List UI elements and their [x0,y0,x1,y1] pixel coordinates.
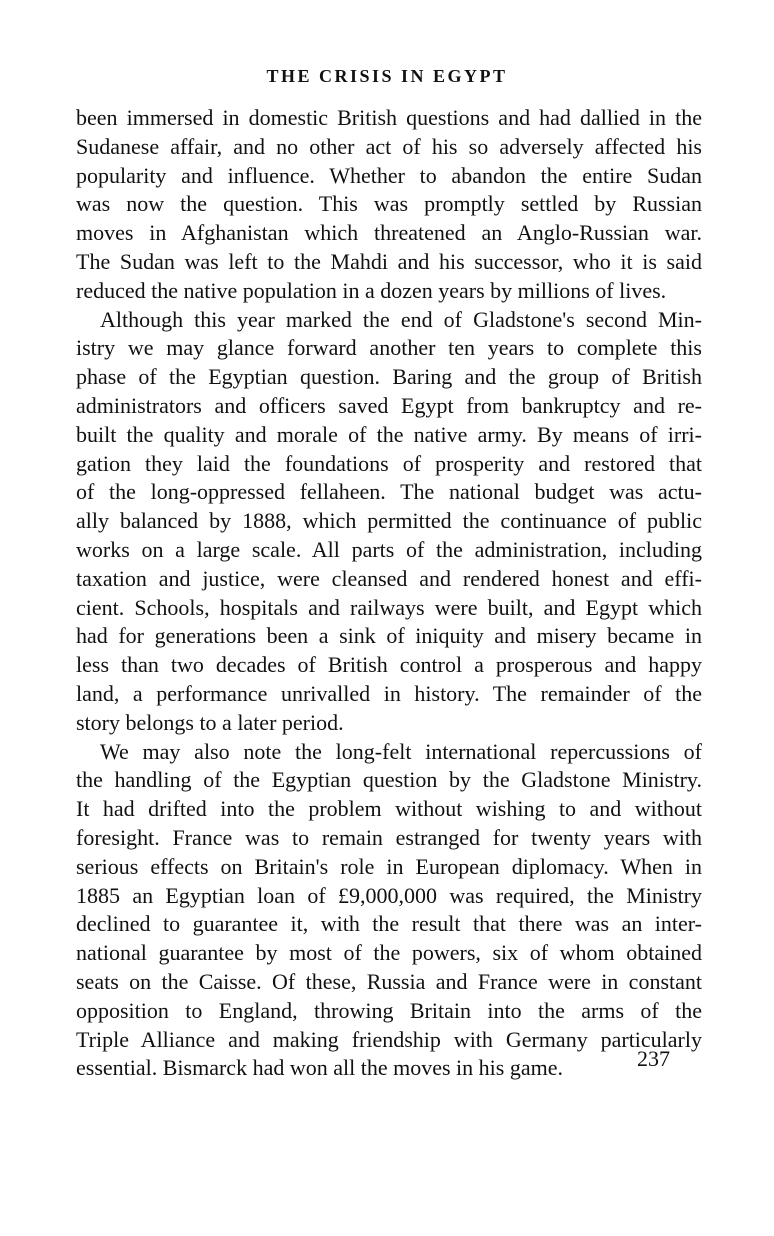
text-line: Sudanese affair, and no other act of his so adversely affected his [76,133,702,159]
text-line: works on a large scale. All parts of the administration, including [76,536,702,562]
paragraph [76,104,702,306]
text-line: popularity and influence. Whether to abandon the entire Sudan [76,162,702,188]
text-line: declined to guarantee it, with the result that there was an inter- [76,911,702,937]
body-text [76,104,702,1083]
text-line: land, a performance unrivalled in history. The remainder of the [76,680,702,706]
paragraph [76,306,702,738]
text-line: the handling of the Egyptian question by the Gladstone Ministry. [76,767,702,793]
running-head: THE CRISIS IN EGYPT [266,66,508,86]
text-line: istry we may glance forward another ten years to complete this [76,335,702,361]
text-line: story belongs to a later period. [76,709,344,735]
text-line: administrators and officers saved Egypt from bankruptcy and re- [76,392,702,418]
text-line: The Sudan was left to the Mahdi and his successor, who it is said [76,248,702,274]
text-line: It had drifted into the problem without wishing to and without [76,796,702,822]
text-line: of the long-oppressed fellaheen. The national budget was actu- [76,479,702,505]
text-line: was now the question. This was promptly settled by Russian [76,191,702,217]
text-line: seats on the Caisse. Of these, Russia and France were in constant [76,968,702,994]
text-line: phase of the Egyptian question. Baring and the group of British [76,364,702,390]
text-line: taxation and justice, were cleansed and rendered honest and effi- [76,565,702,591]
text-line: built the quality and morale of the native army. By means of irri- [76,421,702,447]
text-line: essential. Bismarck had won all the moves in his game. [76,1055,563,1081]
text-line: had for generations been a sink of iniquity and misery became in [76,623,702,649]
text-line: Triple Alliance and making friendship with Germany particularly [76,1026,702,1052]
text-line: serious effects on Britain's role in European diplomacy. When in [76,853,702,879]
text-line: opposition to England, throwing Britain into the arms of the [76,997,702,1023]
text-line: gation they laid the foundations of prosperity and restored that [76,450,702,476]
text-line: been immersed in domestic British questions and had dallied in the [76,105,702,130]
paragraph [76,738,702,1084]
text-line: We may also note the long-felt international repercussions of [100,738,702,764]
text-line: ally balanced by 1888, which permitted the continuance of public [76,508,702,534]
text-line: national guarantee by most of the powers, six of whom obtained [76,940,702,966]
text-line: less than two decades of British control a prosperous and happy [76,652,702,678]
text-line: foresight. France was to remain estranged for twenty years with [76,824,702,850]
text-line: reduced the native population in a dozen years by millions of lives. [76,277,667,303]
page-number: 237 [637,1046,670,1071]
text-line: 1885 an Egyptian loan of £9,000,000 was required, the Ministry [76,882,702,908]
text-line: moves in Afghanistan which threatened an Anglo-Russian war. [76,220,702,246]
text-line: Although this year marked the end of Gladstone's second Min- [100,306,702,332]
text-line: cient. Schools, hospitals and railways were built, and Egypt which [76,594,702,620]
